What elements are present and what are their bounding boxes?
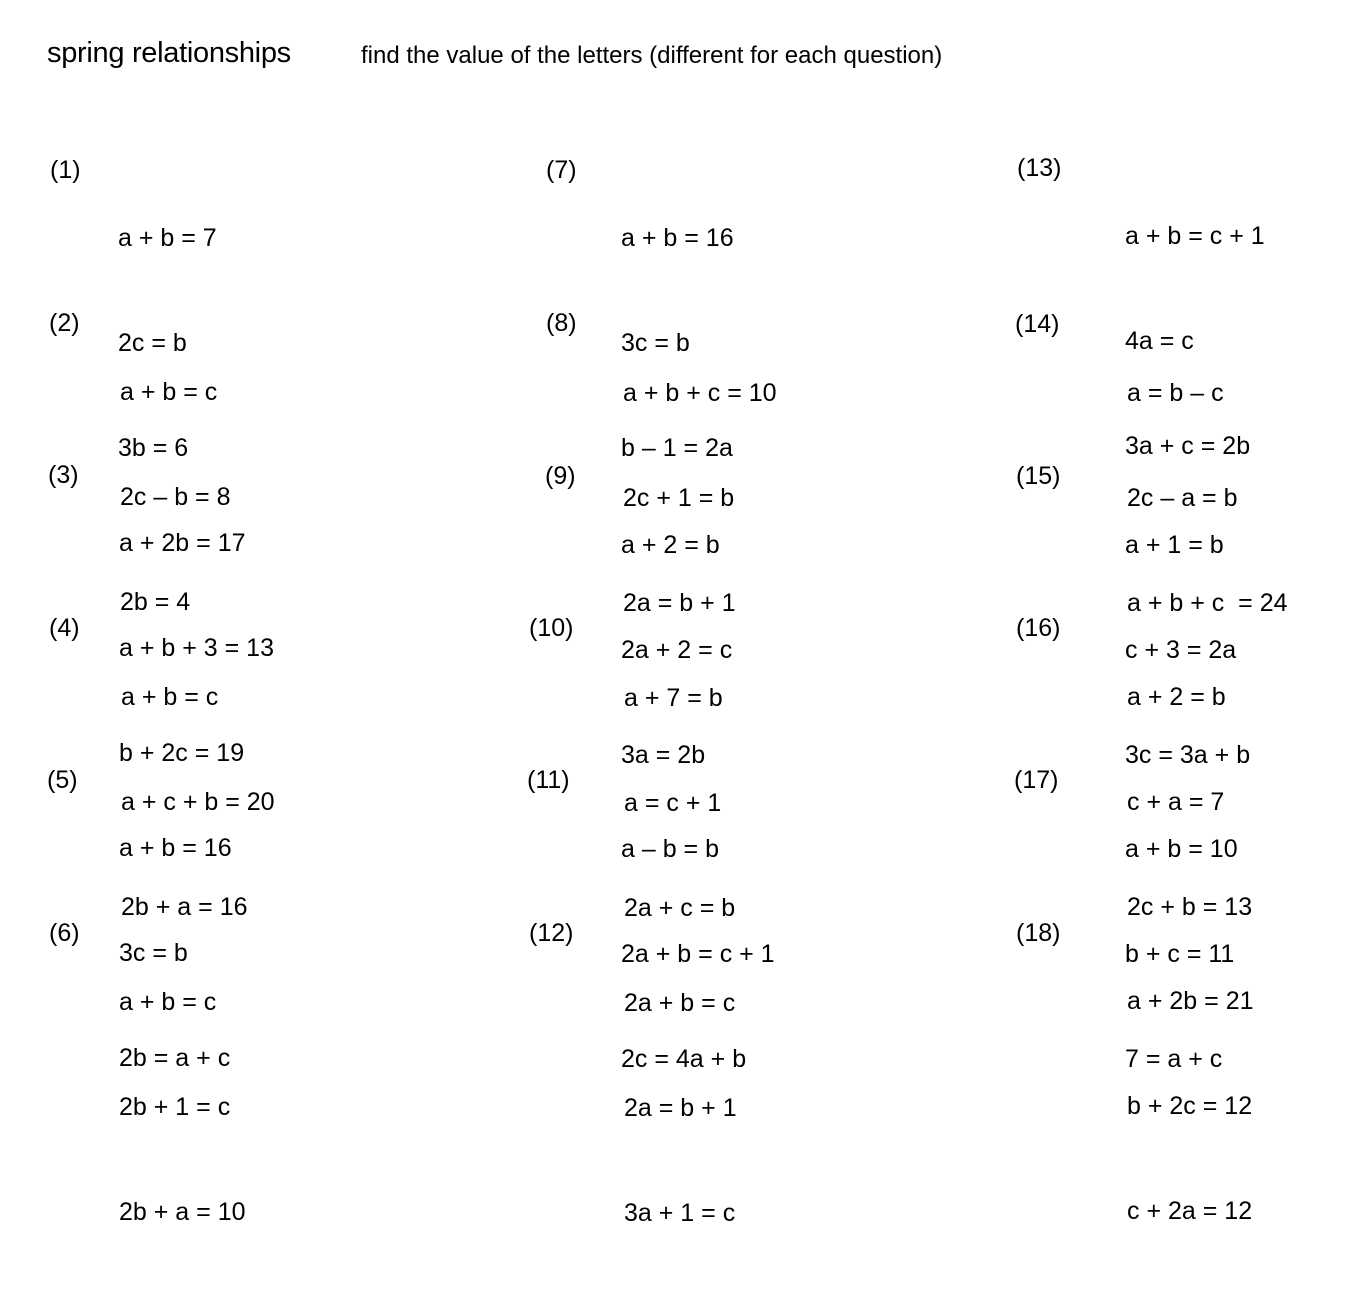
equation: 4a = c [1125,327,1194,355]
question-number: (16) [1016,614,1061,642]
equation: a + b = 10 [1125,835,1238,863]
equation: 2c = b [118,329,187,357]
equation-list [624,916,737,1301]
equation: 3a + 1 = c [624,1199,736,1227]
equation: a + 2 = b [1127,683,1226,711]
equation: a + b = c [121,683,219,711]
equation: 7 = a + c [1125,1045,1223,1073]
equation: a + b + c = 24 [1127,589,1288,617]
equation: 2c – b = 8 [120,483,231,511]
equation: 2b + a = 10 [119,1198,246,1226]
equation-list [119,915,246,1300]
equation: 3c = b [621,329,690,357]
equation: a + b = 16 [119,834,232,862]
equation: c + 3 = 2a [1125,636,1237,664]
equation: a + 7 = b [624,684,723,712]
question-number: (15) [1016,462,1061,490]
equation: 2b = a + c [119,1044,231,1072]
worksheet-instructions: find the value of the letters (different for each question) [361,42,943,69]
equation: c + a = 7 [1127,788,1225,816]
question-number: (4) [49,614,80,642]
equation: 2b + 1 = c [119,1093,231,1121]
equation: 3c = b [119,939,188,967]
equation: b + c = 11 [1125,940,1235,968]
equation: b – 1 = 2a [621,434,733,462]
equation: a + b = 16 [621,224,734,252]
equation: a + 2b = 17 [119,529,246,557]
equation: 3a = 2b [621,741,706,769]
equation: a + b = 7 [118,224,217,252]
equation: a = c + 1 [624,789,722,817]
equation: 3a + c = 2b [1125,432,1251,460]
equation: 3c = 3a + b [1125,741,1251,769]
equation: a + b + c = 10 [623,379,777,407]
equation: a + 1 = b [1125,531,1224,559]
question-number: (3) [48,461,79,489]
question-number: (1) [50,156,81,184]
equation: b + 2c = 12 [1127,1092,1253,1120]
equation: 2b = 4 [120,588,191,616]
worksheet-title: spring relationships [47,37,291,69]
equation: 2c = 4a + b [621,1045,747,1073]
equation: 2a + 2 = c [621,636,733,664]
equation: a + b = c [120,378,218,406]
equation: a = b – c [1127,379,1224,407]
equation: 2c + 1 = b [623,484,735,512]
equation: a + 2b = 21 [1127,987,1254,1015]
equation: a + b + 3 = 13 [119,634,274,662]
equation: a + 2 = b [621,531,720,559]
question-number: (13) [1017,154,1062,182]
question-number: (17) [1014,766,1059,794]
equation: 2a + c = b [624,894,736,922]
equation: a + c + b = 20 [121,788,275,816]
equation: a + b = c + 1 [1125,222,1265,250]
equation: 2a = b + 1 [623,589,736,617]
question-number: (5) [47,766,78,794]
equation: 2a + b = c [624,989,736,1017]
equation: 3b = 6 [118,434,189,462]
question-number: (7) [546,156,577,184]
question-number: (11) [527,766,570,794]
question-number: (6) [49,919,80,947]
equation: b + 2c = 19 [119,739,245,767]
equation: 2b + a = 16 [121,893,248,921]
question-number: (14) [1015,310,1060,338]
question-number: (9) [545,462,576,490]
equation: c + 2a = 12 [1127,1197,1253,1225]
equation-list [1127,914,1254,1299]
question-number: (12) [529,919,574,947]
question-number: (8) [546,309,577,337]
equation: a – b = b [621,835,719,863]
equation: 2a + b = c + 1 [621,940,775,968]
equation: 2a = b + 1 [624,1094,737,1122]
question-number: (10) [529,614,574,642]
equation: 2c – a = b [1127,484,1238,512]
equation: a + b = c [119,988,217,1016]
equation: 2c + b = 13 [1127,893,1253,921]
question-number: (2) [49,309,80,337]
question-number: (18) [1016,919,1061,947]
